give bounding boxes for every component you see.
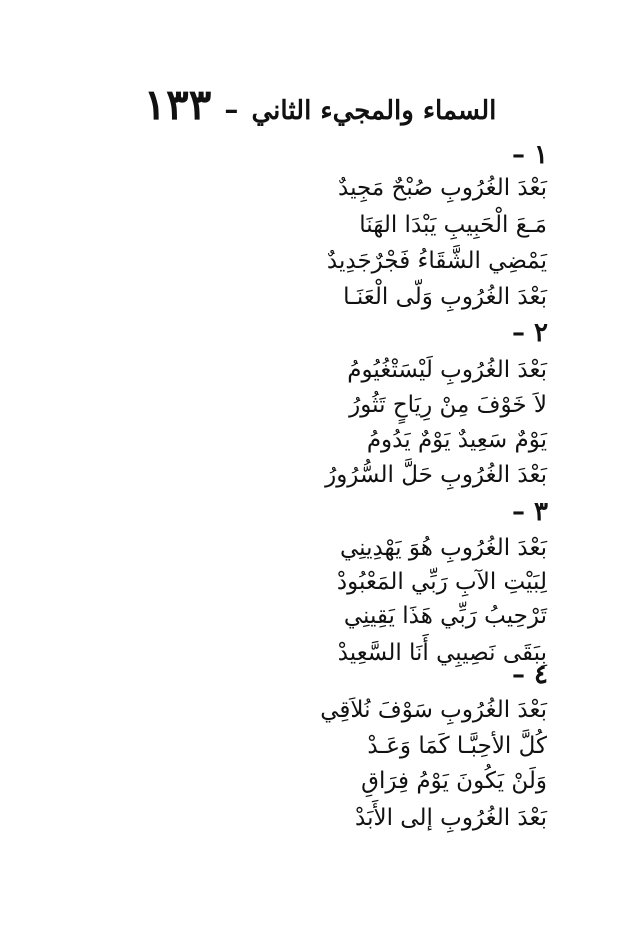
verse-line: كُلَّ الأحِبَّـا كَمَا وَعَـدْ (367, 733, 547, 759)
verse-line: بَعْدَ الغُرُوبِ هُوَ يَهْدِينِي (339, 535, 547, 561)
stanza-number: ٢ – (511, 318, 548, 348)
verse-line: بَعْدَ الغُرُوبِ صُبْحٌ مَجِيدٌ (338, 175, 547, 201)
hymn-number: ١٣٣ (143, 80, 212, 129)
stanza-number: ٤ – (511, 660, 548, 690)
verse-line: يَمْضِي الشَّقَاءُ فَجْرٌجَدِيدٌ (326, 248, 547, 274)
page-header (0, 80, 640, 129)
stanza-number: ١ – (511, 140, 548, 170)
verse-line: بَعْدَ الغُرُوبِ إلى الأَبَدْ (355, 805, 547, 831)
verse-line: يَوْمٌ سَعِيدٌ يَوْمٌ يَدُومُ (366, 427, 547, 453)
verse-line: بِبَقَى نَصِيبِي أَنَا السَّعِيدْ (337, 640, 547, 666)
stanza-number: ٣ – (511, 497, 548, 527)
verse-line: بَعْدَ الغُرُوبِ وَلّى الْعَنَـا (343, 284, 547, 310)
verse-line: بَعْدَ الغُرُوبِ سَوْفَ نُلاَقِي (320, 697, 547, 723)
verse-line: وَلَنْ يَكُونَ يَوْمُ فِرَاقِ (361, 768, 547, 794)
verse-line: لاَ خَوْفَ مِنْ رِيَاحٍ تَثُورُ (349, 392, 547, 418)
verse-line: بَعْدَ الغُرُوبِ لَيْسَتْغُيُومُ (347, 357, 547, 383)
hymn-title: السماء والمجيء الثاني (251, 96, 497, 126)
title-dash: – (224, 93, 239, 126)
verse-line: مَـعَ الْحَبِيبِ يَبْدَا الهَنَا (359, 212, 547, 238)
verse-line: تَرْحِيبُ رَبِّي هَذَا يَقِينِي (343, 603, 547, 629)
verse-line: بَعْدَ الغُرُوبِ حَلَّ السُّرُورُ (325, 462, 547, 488)
verse-line: لِبَيْتِ الآبِ رَبِّي المَعْبُودْ (336, 569, 547, 595)
